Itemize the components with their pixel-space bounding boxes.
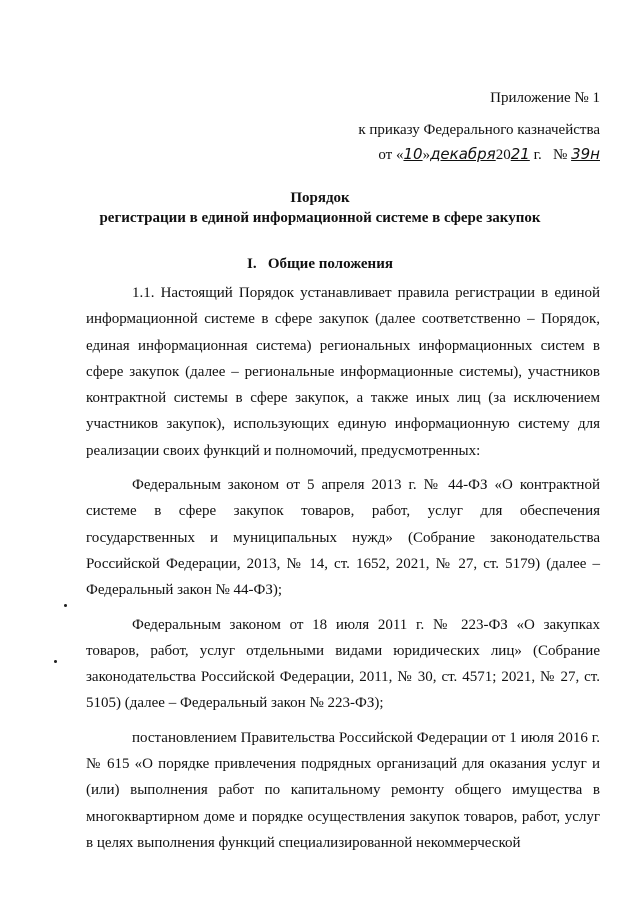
date-mid: » — [422, 147, 431, 163]
date-year-prefix: 20 — [495, 147, 511, 163]
date-day: 10 — [403, 145, 423, 163]
appendix-header — [340, 86, 600, 167]
date-prefix: от « — [378, 147, 404, 163]
order-number: 39н — [571, 145, 600, 163]
section-heading: I. Общие положения — [247, 256, 393, 272]
scan-dot — [54, 660, 57, 663]
document-body — [86, 280, 600, 864]
order-reference: к приказу Федерального казначейства — [358, 122, 600, 138]
title-line-2: регистрации в единой информационной системе в сфере закупок — [99, 210, 541, 226]
document-title — [40, 188, 600, 228]
paragraph-615: постановлением Правительства Российской Федерации от 1 июля 2016 г. № 615 «О порядке привлечения подрядных организаций для оказания услуг и (или) выполнения работ по капитальному ремонту общего имущества в многоквартирном доме и порядке осуществления закупок товаров, работ, услуг в целях выполнения функций специализированной некоммерческой — [86, 729, 600, 851]
paragraph-1-1: 1.1. Настоящий Порядок устанавливает правила регистрации в единой информационной системе в сфере закупок (далее соответственно – Порядок, единая информационная система) региональных информационных систем в сфере закупок (далее – региональные информационные системы), участников контрактной системы в сфере закупок, а также иных лиц (за исключением участников закупок), использующих единую информационную систему для реализации своих функций и полномочий, предусмотренных: — [86, 285, 600, 459]
date-month: декабря — [430, 145, 496, 163]
title-line-1: Порядок — [290, 190, 350, 206]
paragraph-44fz: Федеральным законом от 5 апреля 2013 г. № 44-ФЗ «О контрактной системе в сфере закупок товаров, работ, услуг для обеспечения государственных и муниципальных нужд» (Собрание законодательства Российской Федерации, 2013, № 14, ст. 1652, 2021, № 27, ст. 5179) (далее – Федеральный закон № 44-ФЗ); — [86, 477, 600, 599]
date-year: 21 — [510, 145, 530, 163]
scan-dot — [64, 604, 67, 607]
order-date-line — [340, 142, 600, 167]
paragraph-223fz: Федеральным законом от 18 июля 2011 г. № 223-ФЗ «О закупках товаров, работ, услуг отдельными видами юридических лиц» (Собрание законодательства Российской Федерации, 2011, № 30, ст. 4571; 2021, № 27, ст. 5105) (далее – Федеральный закон № 223-ФЗ); — [86, 616, 600, 712]
appendix-label: Приложение № 1 — [490, 90, 600, 106]
date-suffix: г. № — [529, 147, 568, 163]
